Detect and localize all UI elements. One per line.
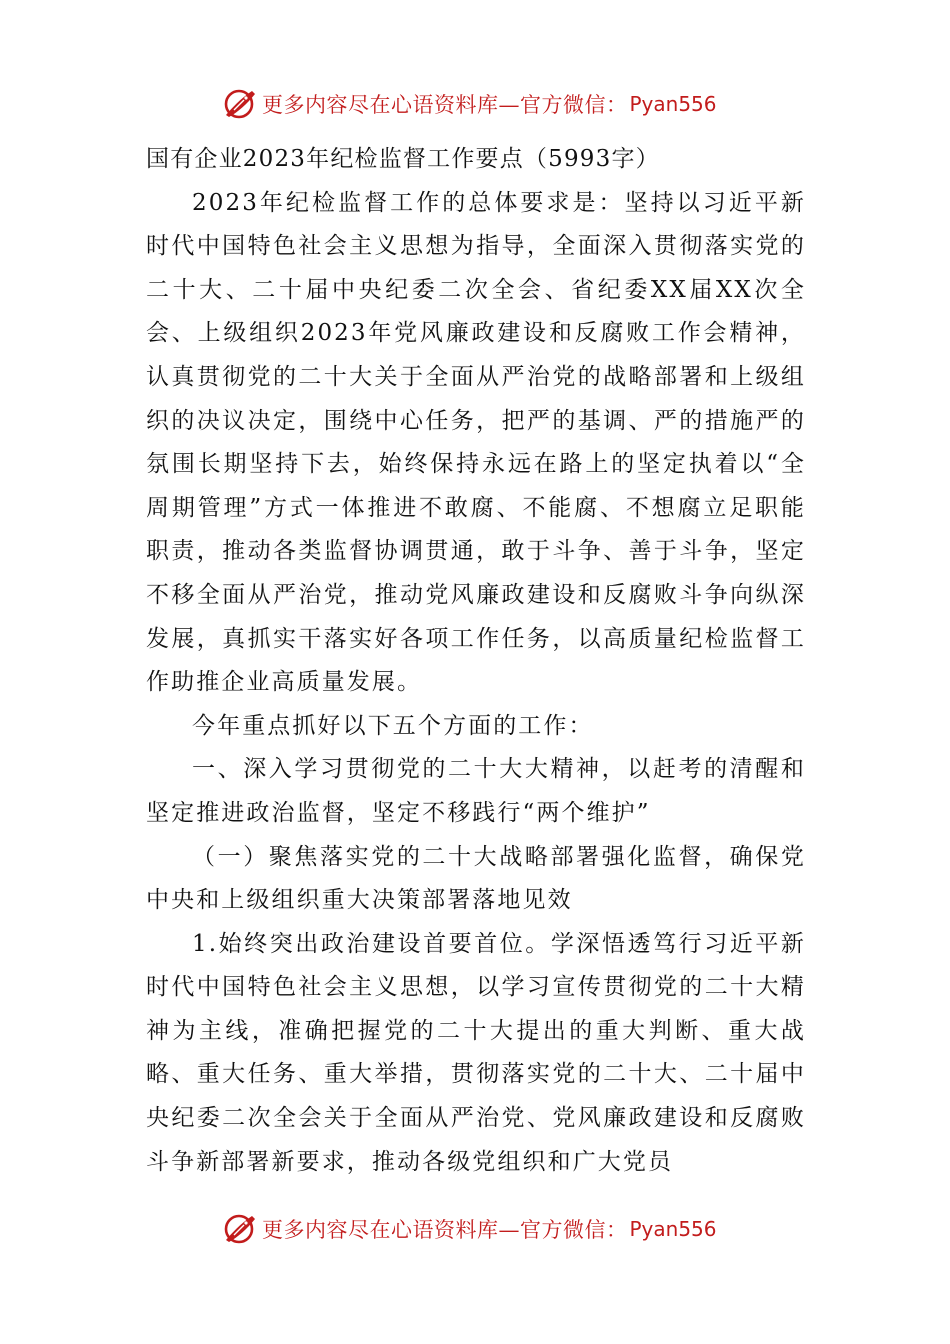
watermark-account: Pyan556 xyxy=(629,92,717,116)
section-heading-1: 一、深入学习贯彻党的二十大大精神，以赶考的清醒和坚定推进政治监督，坚定不移践行“两个维护” xyxy=(146,756,806,826)
subsection-heading-1-1: （一）聚焦落实党的二十大战略部署强化监督，确保党中央和上级组织重大决策部署落地见效 xyxy=(146,843,806,914)
watermark-banner-bottom xyxy=(222,1211,742,1247)
watermark-account: Pyan556 xyxy=(629,1217,717,1241)
paragraph-five-aspects-intro: 今年重点抓好以下五个方面的工作： xyxy=(192,712,594,739)
watermark-text: 更多内容尽在心语资料库—官方微信： xyxy=(262,1218,628,1242)
pen-nib-circle-logo-icon xyxy=(222,1211,258,1247)
pen-nib-circle-logo-icon xyxy=(222,86,258,122)
paragraph-general-requirements: 2023年纪检监督工作的总体要求是：坚持以习近平新时代中国特色社会主义思想为指导，全面深入贯彻落实党的二十大、二十届中央纪委二次全会、省纪委XX届XX次全会、上级组织2023年党风廉政建设和反腐败工作会精神，认真贯彻党的二十大关于全面从严治党的战略部署和上级组织的决议决定，围绕中心任务，把严的基调、严的措施严的氛围长期坚持下去，始终保持永远在路上的坚定执着以“全周期管理”方式一体推进不敢腐、不能腐、不想腐立足职能职责，推动各类监督协调贯通，敢于斗争、善于斗争，坚定不移全面从严治党，推动党风廉政建设和反腐败斗争向纵深发展，真抓实干落实好各项工作任务，以高质量纪检监督工作助推企业高质量发展。 xyxy=(146,189,806,696)
watermark-text: 更多内容尽在心语资料库—官方微信： xyxy=(262,93,628,117)
watermark-banner-top xyxy=(222,86,742,122)
document-body xyxy=(146,138,806,1184)
document-title: 国有企业2023年纪检监督工作要点（5993字） xyxy=(146,146,660,172)
paragraph-item-1: 1.始终突出政治建设首要首位。学深悟透笃行习近平新时代中国特色社会主义思想，以学习宣传贯彻党的二十大精神为主线，准确把握党的二十大提出的重大判断、重大战略、重大任务、重大举措，贯彻落实党的二十大、二十届中央纪委二次全会关于全面从严治党、党风廉政建设和反腐败斗争新部署新要求，推动各级党组织和广大党员 xyxy=(146,930,806,1175)
